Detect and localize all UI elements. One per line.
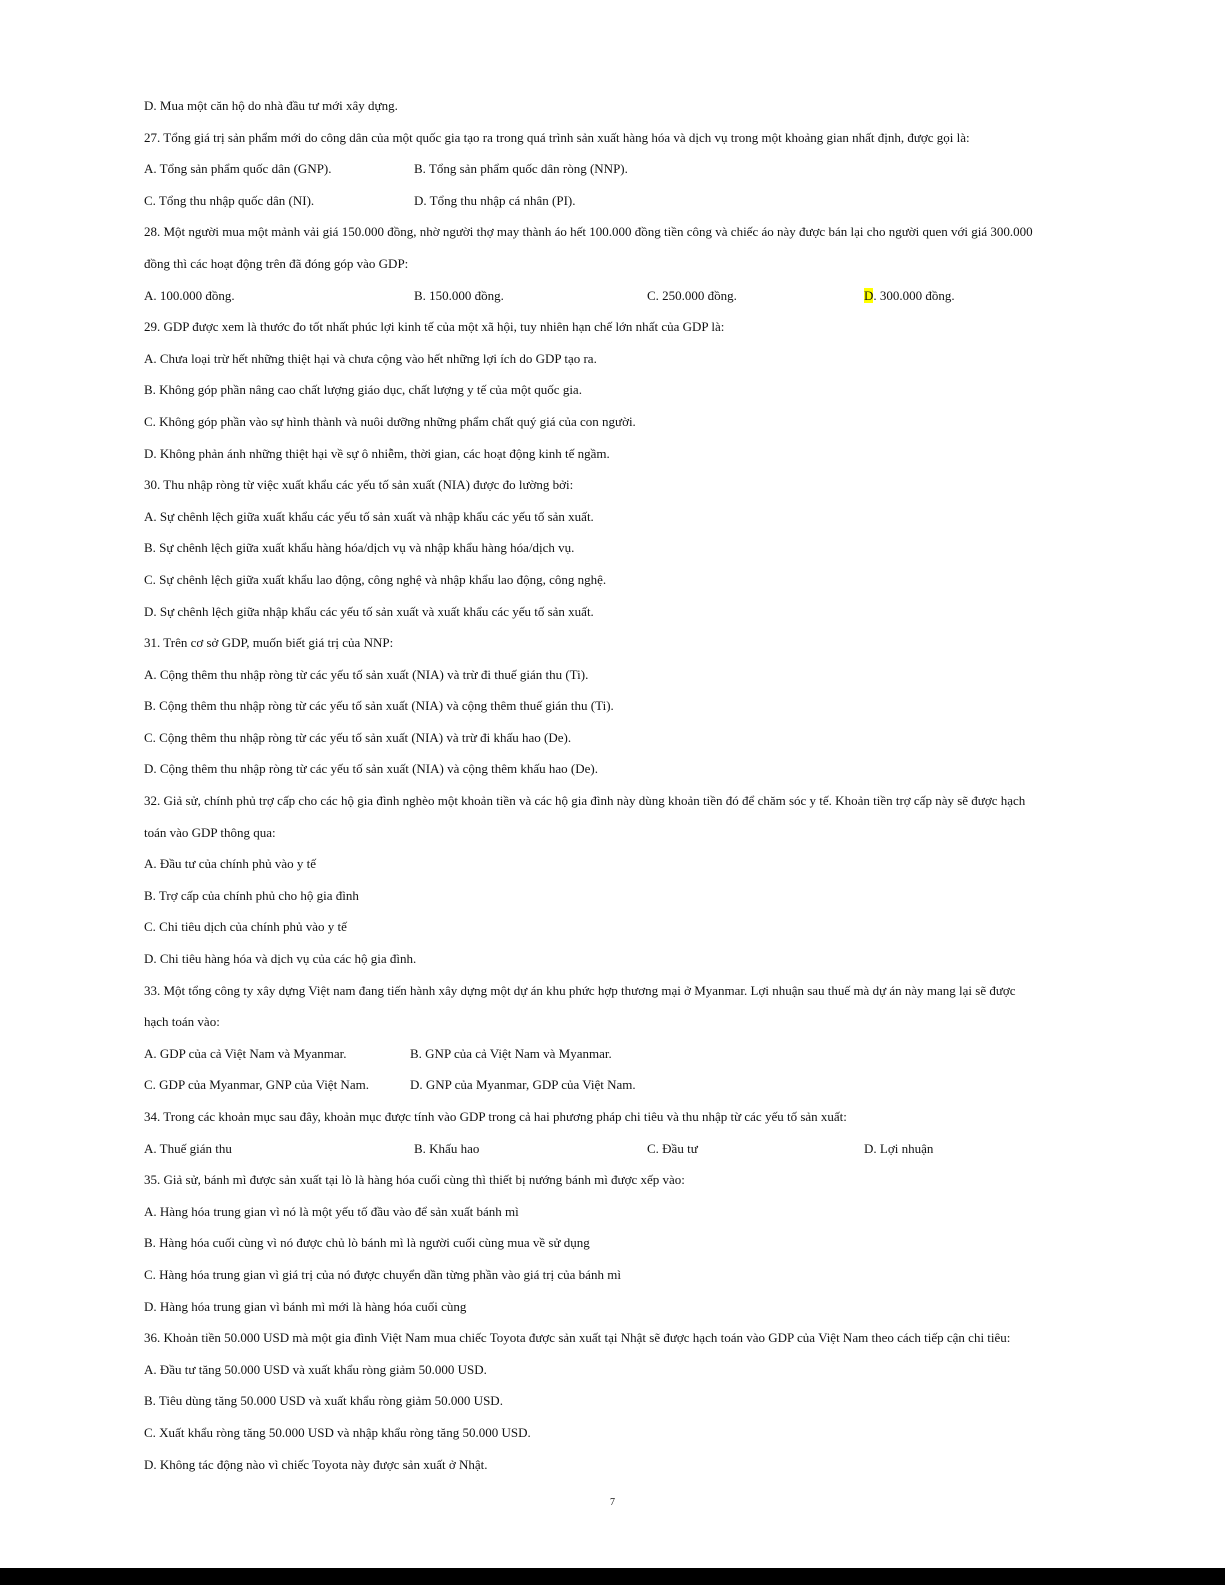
option-a: A. Cộng thêm thu nhập ròng từ các yếu tố sản xuất (NIA) và trừ đi thuế gián thu (Ti).	[144, 666, 589, 682]
option-b: B. Hàng hóa cuối cùng vì nó được chủ lò bánh mì là người cuối cùng mua về sử dụng	[144, 1235, 590, 1251]
bottom-bar	[0, 1568, 1225, 1585]
option-a: A. Hàng hóa trung gian vì nó là một yếu tố đầu vào để sản xuất bánh mì	[144, 1203, 519, 1219]
question-36: 36. Khoản tiền 50.000 USD mà một gia đình Việt Nam mua chiếc Toyota được sản xuất tại Nhật sẽ được hạch toán vào GDP của Việt Nam theo cách tiếp cận chi tiêu:	[144, 1330, 1011, 1346]
option-a: A. Tổng sản phẩm quốc dân (GNP).	[144, 161, 332, 177]
option-d: D. Không tác động nào vì chiếc Toyota này được sản xuất ở Nhật.	[144, 1456, 488, 1472]
option-a: A. 100.000 đồng.	[144, 287, 235, 303]
question-34-options	[144, 1133, 1104, 1165]
question-32-line-1: 32. Giả sử, chính phủ trợ cấp cho các hộ gia đình nghèo một khoản tiền và các hộ gia đình này dùng khoản tiền đó để chăm sóc y tế. Khoản tiền trợ cấp này sẽ được hạch	[144, 793, 1026, 809]
option-c: C. Đầu tư	[647, 1140, 698, 1156]
option-c: C. GDP của Myanmar, GNP của Việt Nam.	[144, 1077, 369, 1093]
question-31: 31. Trên cơ sở GDP, muốn biết giá trị của NNP:	[144, 635, 394, 651]
question-29: 29. GDP được xem là thước đo tốt nhất phúc lợi kinh tế của một xã hội, tuy nhiên hạn chế lớn nhất của GDP là:	[144, 319, 725, 335]
option-b: B. Khấu hao	[414, 1140, 480, 1156]
option-a: A. GDP của cả Việt Nam và Myanmar.	[144, 1045, 347, 1061]
option-c: C. Sự chênh lệch giữa xuất khẩu lao động, công nghệ và nhập khẩu lao động, công nghệ.	[144, 571, 607, 587]
option-c: C. Tổng thu nhập quốc dân (NI).	[144, 192, 315, 208]
option-a: A. Đầu tư tăng 50.000 USD và xuất khẩu ròng giảm 50.000 USD.	[144, 1361, 487, 1377]
page-content	[144, 90, 1104, 1480]
option-d: D. Tổng thu nhập cá nhân (PI).	[414, 192, 576, 208]
question-33-options-row-2	[144, 1069, 1104, 1101]
question-33-line-2: hạch toán vào:	[144, 1014, 220, 1030]
question-33-options-row-1	[144, 1038, 1104, 1070]
question-35: 35. Giả sử, bánh mì được sản xuất tại lò là hàng hóa cuối cùng thì thiết bị nướng bánh mì được xếp vào:	[144, 1172, 685, 1188]
question-28-options	[144, 280, 1104, 312]
option-d: D. Hàng hóa trung gian vì bánh mì mới là hàng hóa cuối cùng	[144, 1298, 467, 1314]
question-27-options-row-2	[144, 185, 1104, 217]
question-34: 34. Trong các khoản mục sau đây, khoản mục được tính vào GDP trong cả hai phương pháp chi tiêu và thu nhập từ các yếu tố sản xuất:	[144, 1109, 847, 1124]
question-27: 27. Tổng giá trị sản phẩm mới do công dân của một quốc gia tạo ra trong quá trình sản xuất hàng hóa và dịch vụ trong một khoảng gian nhất định, được gọi là:	[144, 129, 970, 145]
option-a: A. Thuế gián thu	[144, 1140, 232, 1156]
option-b: B. Tiêu dùng tăng 50.000 USD và xuất khẩu ròng giảm 50.000 USD.	[144, 1393, 503, 1409]
page-number: 7	[610, 1497, 615, 1508]
option-d: D. Cộng thêm thu nhập ròng từ các yếu tố sản xuất (NIA) và cộng thêm khấu hao (De).	[144, 761, 598, 777]
option-b: B. Sự chênh lệch giữa xuất khẩu hàng hóa/dịch vụ và nhập khẩu hàng hóa/dịch vụ.	[144, 540, 575, 556]
question-32-line-2: toán vào GDP thông qua:	[144, 824, 276, 840]
option-a: A. Chưa loại trừ hết những thiệt hại và chưa cộng vào hết những lợi ích do GDP tạo ra.	[144, 350, 597, 366]
option-a: A. Đầu tư của chính phủ vào y tế	[144, 856, 317, 872]
option-c: C. Cộng thêm thu nhập ròng từ các yếu tố sản xuất (NIA) và trừ đi khấu hao (De).	[144, 729, 572, 745]
option-c: C. Không góp phần vào sự hình thành và nuôi dưỡng những phẩm chất quý giá của con người.	[144, 413, 636, 429]
option-c: C. Chi tiêu dịch của chính phủ vào y tế	[144, 919, 347, 935]
option-b: B. GNP của cả Việt Nam và Myanmar.	[410, 1045, 612, 1061]
option-d: D. GNP của Myanmar, GDP của Việt Nam.	[410, 1077, 636, 1093]
question-28-line-2: đồng thì các hoạt động trên đã đóng góp vào GDP:	[144, 255, 409, 271]
highlighted-answer-letter: D	[864, 287, 874, 303]
option-d: D. Không phản ánh những thiệt hại về sự ô nhiễm, thời gian, các hoạt động kinh tế ngầm.	[144, 445, 610, 461]
option-a: A. Sự chênh lệch giữa xuất khẩu các yếu tố sản xuất và nhập khẩu các yếu tố sản xuất.	[144, 508, 594, 524]
option-b: B. Không góp phần nâng cao chất lượng giáo dục, chất lượng y tế của một quốc gia.	[144, 382, 582, 398]
question-28-line-1: 28. Một người mua một mảnh vải giá 150.000 đồng, nhờ người thợ may thành áo hết 100.000 đồng tiền công và chiếc áo này được bán lại cho người quen với giá 300.000	[144, 224, 1033, 240]
option-b: B. 150.000 đồng.	[414, 287, 504, 303]
option-c: C. 250.000 đồng.	[647, 287, 737, 303]
option-d: D. Lợi nhuận	[864, 1140, 934, 1156]
option-d: D. Chi tiêu hàng hóa và dịch vụ của các hộ gia đình.	[144, 951, 417, 967]
question-27-options-row-1	[144, 153, 1104, 185]
option-d: D. Sự chênh lệch giữa nhập khẩu các yếu tố sản xuất và xuất khẩu các yếu tố sản xuất.	[144, 603, 594, 619]
option-c: C. Hàng hóa trung gian vì giá trị của nó được chuyển dần từng phần vào giá trị của bánh mì	[144, 1266, 621, 1282]
option-c: C. Xuất khẩu ròng tăng 50.000 USD và nhập khẩu ròng tăng 50.000 USD.	[144, 1424, 531, 1440]
option-d	[864, 280, 955, 312]
option-d-text: . 300.000 đồng.	[873, 287, 955, 303]
question-30: 30. Thu nhập ròng từ việc xuất khẩu các yếu tố sản xuất (NIA) được đo lường bởi:	[144, 477, 574, 493]
question-33-line-1: 33. Một tổng công ty xây dựng Việt nam đang tiến hành xây dựng một dự án khu phức hợp thương mại ở Myanmar. Lợi nhuận sau thuế mà dự án này mang lại sẽ được	[144, 982, 1016, 998]
option-b: B. Tổng sản phẩm quốc dân ròng (NNP).	[414, 161, 628, 177]
previous-option-d: D. Mua một căn hộ do nhà đầu tư mới xây dựng.	[144, 98, 398, 113]
option-b: B. Trợ cấp của chính phủ cho hộ gia đình	[144, 887, 359, 903]
option-b: B. Cộng thêm thu nhập ròng từ các yếu tố sản xuất (NIA) và cộng thêm thuế gián thu (Ti).	[144, 698, 614, 714]
